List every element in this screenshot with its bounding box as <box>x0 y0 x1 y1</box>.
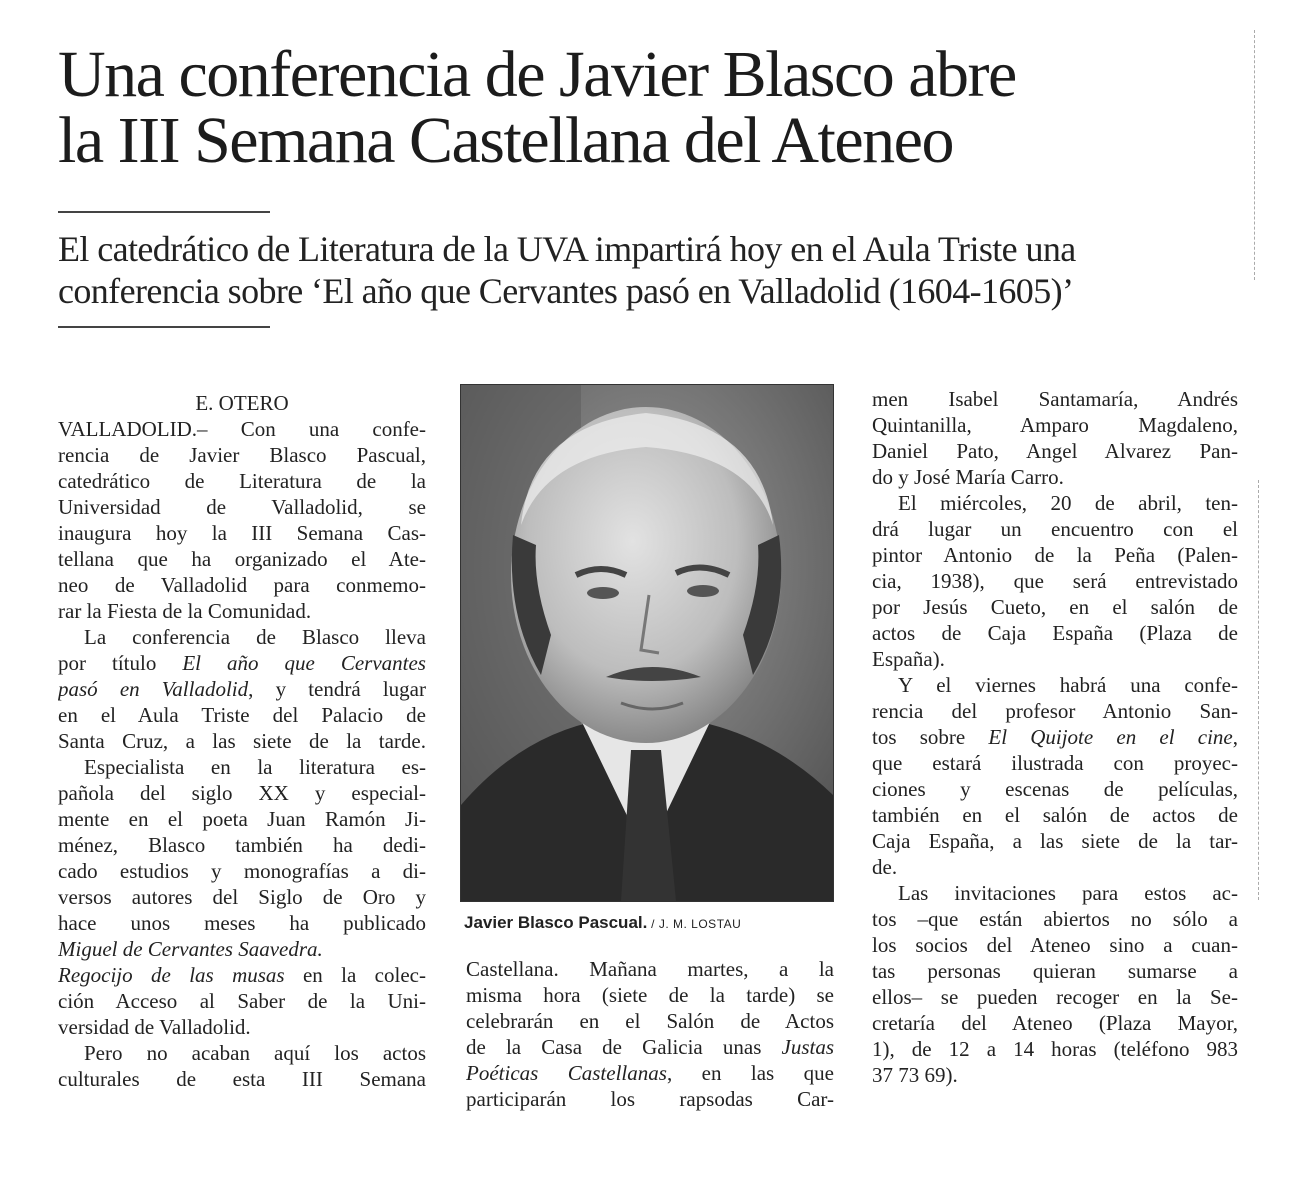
subheadline <box>58 228 1268 312</box>
headline <box>58 38 1258 177</box>
text-line: pañola del siglo XX y especial- <box>58 781 426 805</box>
text-line: que estará ilustrada con proyec- <box>872 751 1238 775</box>
text-run: de la Casa de Galicia unas <box>466 1035 782 1059</box>
text-line <box>58 936 426 962</box>
divider <box>58 211 270 213</box>
text-line: también en el salón de actos de <box>872 803 1238 827</box>
article-column-3 <box>872 386 1238 1088</box>
text-line: cretaría del Ateneo (Plaza Mayor, <box>872 1011 1238 1035</box>
text-line: Caja España, a las siete de la tar- <box>872 829 1238 853</box>
text-line: tos –que están abiertos no sólo a <box>872 907 1238 931</box>
subheadline-line: conferencia sobre ‘El año que Cervantes pasó en Valladolid (1604-1605)’ <box>58 271 1074 311</box>
text-line: misma hora (siete de la tarde) se <box>466 983 834 1007</box>
text-line: tas personas quieran sumarse a <box>872 959 1238 983</box>
text-line: Daniel Pato, Angel Alvarez Pan- <box>872 439 1238 463</box>
text-line: rencia de Javier Blasco Pascual, <box>58 443 426 467</box>
text-run: , <box>1232 725 1238 749</box>
text-line: men Isabel Santamaría, Andrés <box>872 387 1238 411</box>
text-line: VALLADOLID.– Con una confe- <box>58 417 426 441</box>
text-run: , en las que <box>666 1061 834 1085</box>
text-line <box>466 1034 834 1060</box>
text-line: los socios del Ateneo sino a cuan- <box>872 933 1238 957</box>
text-line: actos de Caja España (Plaza de <box>872 621 1238 645</box>
caption-name: Javier Blasco Pascual. <box>464 913 648 932</box>
scan-edge-mark <box>1254 30 1255 280</box>
text-line: Especialista en la literatura es- <box>84 755 426 779</box>
text-line: mente en el poeta Juan Ramón Ji- <box>58 807 426 831</box>
text-line: drá lugar un encuentro con el <box>872 517 1238 541</box>
text-line: culturales de esta III Semana <box>58 1067 426 1091</box>
title-italic: pasó en Valladolid <box>58 677 249 701</box>
text-line: por Jesús Cueto, en el salón de <box>872 595 1238 619</box>
photo-credit: / J. M. LOSTAU <box>647 917 742 931</box>
text-line: 1), de 12 a 14 horas (teléfono 983 <box>872 1037 1238 1061</box>
text-line: versos autores del Siglo de Oro y <box>58 885 426 909</box>
text-line: celebrarán en el Salón de Actos <box>466 1009 834 1033</box>
scan-edge-mark <box>1258 480 1259 900</box>
text-line: cado estudios y monografías a di- <box>58 859 426 883</box>
text-line: en el Aula Triste del Palacio de <box>58 703 426 727</box>
text-line: rar la Fiesta de la Comunidad. <box>58 599 312 623</box>
headline-line: Una conferencia de Javier Blasco abre <box>58 38 1016 111</box>
event-title-italic: Justas <box>781 1035 834 1059</box>
article-column-1 <box>58 390 426 1092</box>
text-line: ciones y escenas de películas, <box>872 777 1238 801</box>
text-line: hace unos meses ha publicado <box>58 911 426 935</box>
text-line: Universidad de Valladolid, se <box>58 495 426 519</box>
text-line: Quintanilla, Amparo Magdaleno, <box>872 413 1238 437</box>
text-line: Y el viernes habrá una confe- <box>898 673 1238 697</box>
book-title-italic: Regocijo de las musas <box>58 963 285 987</box>
divider <box>58 326 270 328</box>
text-line: do y José María Carro. <box>872 465 1064 489</box>
text-line: tellana que ha organizado el Ate- <box>58 547 426 571</box>
text-line: Pero no acaban aquí los actos <box>84 1041 426 1065</box>
text-line <box>58 676 426 702</box>
text-line: ménez, Blasco también ha dedi- <box>58 833 426 857</box>
text-run: tos sobre <box>872 725 989 749</box>
text-line: de. <box>872 855 898 879</box>
text-line: España). <box>872 647 945 671</box>
text-run: por título <box>58 651 183 675</box>
text-line: Las invitaciones para estos ac- <box>898 881 1238 905</box>
text-line: inaugura hoy la III Semana Cas- <box>58 521 426 545</box>
text-line <box>872 724 1238 750</box>
text-line: neo de Valladolid para conmemo- <box>58 573 426 597</box>
text-line <box>466 1060 834 1086</box>
text-line: versidad de Valladolid. <box>58 1015 251 1039</box>
text-line: pintor Antonio de la Peña (Palen- <box>872 543 1238 567</box>
portrait-image <box>461 385 833 901</box>
headline-line: la III Semana Castellana del Ateneo <box>58 104 953 177</box>
portrait-photo <box>460 384 834 902</box>
text-line: cia, 1938), que será entrevistado <box>872 569 1238 593</box>
text-line: La conferencia de Blasco lleva <box>84 625 426 649</box>
text-run: en la colec- <box>284 963 426 987</box>
text-line <box>58 962 426 988</box>
photo-caption <box>464 913 741 933</box>
title-italic: El año que Cervantes <box>182 651 426 675</box>
subheadline-line: El catedrático de Literatura de la UVA impartirá hoy en el Aula Triste una <box>58 229 1076 269</box>
film-title-italic: El Quijote en el cine <box>988 725 1233 749</box>
text-line: rencia del profesor Antonio San- <box>872 699 1238 723</box>
text-line: ellos– se pueden recoger en la Se- <box>872 985 1238 1009</box>
text-line: 37 73 69). <box>872 1063 958 1087</box>
text-line: Santa Cruz, a las siete de la tarde. <box>58 729 426 753</box>
event-title-italic: Poéticas Castellanas <box>466 1061 667 1085</box>
text-line: participarán los rapsodas Car- <box>466 1087 834 1111</box>
text-line: ción Acceso al Saber de la Uni- <box>58 989 426 1013</box>
text-line: El miércoles, 20 de abril, ten- <box>898 491 1238 515</box>
text-line <box>58 650 426 676</box>
text-run: , y tendrá lugar <box>248 677 426 701</box>
article-column-2 <box>466 956 834 1112</box>
book-title-italic: Miguel de Cervantes Saavedra. <box>58 937 323 961</box>
byline: E. OTERO <box>195 391 289 415</box>
text-line: Castellana. Mañana martes, a la <box>466 957 834 981</box>
text-line: catedrático de Literatura de la <box>58 469 426 493</box>
